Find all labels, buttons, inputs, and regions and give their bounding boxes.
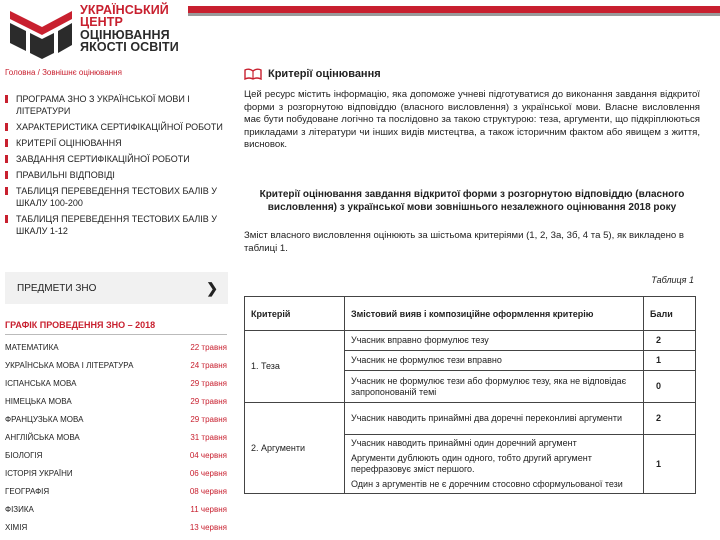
schedule-row[interactable] bbox=[5, 433, 227, 451]
schedule-title: ГРАФІК ПРОВЕДЕННЯ ЗНО – 2018 bbox=[5, 320, 156, 330]
column-header: Критерій bbox=[245, 297, 345, 331]
subjects-button[interactable] bbox=[5, 272, 228, 304]
logo-icon[interactable] bbox=[6, 5, 76, 59]
schedule-subject: ФРАНЦУЗЬКА МОВА bbox=[5, 415, 84, 424]
column-header: Змістовий вияв і композиційне оформлення критерію bbox=[345, 297, 644, 331]
sidebar-item-label: ПРАВИЛЬНІ ВІДПОВІДІ bbox=[16, 170, 115, 180]
schedule-date: 11 червня bbox=[190, 505, 227, 514]
schedule-list bbox=[5, 343, 227, 540]
book-icon bbox=[244, 68, 262, 80]
bullet-icon bbox=[5, 215, 8, 223]
schedule-date: 13 червня bbox=[189, 523, 227, 532]
logo-text[interactable] bbox=[80, 4, 179, 54]
table-row bbox=[245, 403, 696, 435]
schedule-subject: ІСПАНСЬКА МОВА bbox=[5, 379, 77, 388]
schedule-date: 08 червня bbox=[189, 487, 227, 496]
breadcrumb[interactable]: Головна / Зовнішнє оцінювання bbox=[5, 68, 122, 77]
description-line: Один з аргументів не є доречним стосовно сформульованої тези bbox=[351, 479, 623, 489]
sidebar-item-characteristics[interactable] bbox=[5, 121, 227, 133]
schedule-subject: ІСТОРІЯ УКРАЇНИ bbox=[5, 469, 73, 478]
bullet-icon bbox=[5, 95, 8, 103]
header-grey-bar bbox=[188, 13, 720, 16]
schedule-row[interactable] bbox=[5, 487, 227, 505]
logo-line: ЯКОСТІ ОСВІТИ bbox=[80, 40, 179, 55]
bullet-icon bbox=[5, 187, 8, 195]
schedule-row[interactable] bbox=[5, 505, 227, 523]
schedule-date: 29 травня bbox=[190, 415, 227, 424]
schedule-date: 29 травня bbox=[190, 379, 227, 388]
page-title-text: Критерії оцінювання bbox=[268, 68, 381, 80]
sidebar-item-scale-100-200[interactable] bbox=[5, 185, 227, 209]
schedule-subject: НІМЕЦЬКА МОВА bbox=[5, 397, 72, 406]
divider bbox=[5, 334, 227, 335]
table-caption: Таблиця 1 bbox=[651, 275, 694, 285]
sidebar-item-label: ХАРАКТЕРИСТИКА СЕРТИФІКАЦІЙНОЇ РОБОТИ bbox=[16, 122, 223, 132]
score-cell: 1 bbox=[644, 351, 696, 371]
intro-paragraph: Цей ресурс містить інформацію, яка допоможе учневі підготуватися до виконання завдання відкритої форми з розгорнутою відповіддю (власного висловлення) з української мови. Власне висловлення має бути побудоване логічно та послідовно за такою структурою: теза, аргументи, що підкріплюються прикладами з літератури чи інших видів мистецтва, а також історичним фактом або явищем з життя, висновок. bbox=[244, 89, 700, 151]
bullet-icon bbox=[5, 139, 8, 147]
schedule-date: 24 травня bbox=[190, 361, 227, 370]
description-cell: Учасник вправно формулює тезу bbox=[345, 331, 644, 351]
criteria-heading: Критерії оцінювання завдання відкритої форми з розгорнутою відповіддю (власного висловлення) з української мови зовнішнього незалежного оцінювання 2018 року bbox=[259, 188, 685, 213]
description-line: Учасник наводить принаймні один доречний аргумент bbox=[351, 438, 577, 448]
score-cell: 1 bbox=[644, 435, 696, 494]
schedule-date: 06 червня bbox=[189, 469, 227, 478]
schedule-subject: БІОЛОГІЯ bbox=[5, 451, 43, 460]
schedule-subject: ГЕОГРАФІЯ bbox=[5, 487, 50, 496]
sidebar-item-label: ПРОГРАМА ЗНО З УКРАЇНСЬКОЇ МОВИ І ЛІТЕРАТУРИ bbox=[16, 94, 190, 116]
score-cell: 2 bbox=[644, 403, 696, 435]
bullet-icon bbox=[5, 171, 8, 179]
logo-line: ЦЕНТР bbox=[80, 15, 123, 30]
sidebar-item-tasks[interactable] bbox=[5, 153, 227, 165]
description-cell: Учасник не формулює тези або формулює тезу, яка не відповідає запропонованій темі bbox=[345, 371, 644, 403]
schedule-row[interactable] bbox=[5, 415, 227, 433]
schedule-row[interactable] bbox=[5, 469, 227, 487]
schedule-date: 31 травня bbox=[190, 433, 227, 442]
table-header-row bbox=[245, 297, 696, 331]
score-cell: 0 bbox=[644, 371, 696, 403]
description-cell: Учасник не формулює тези вправно bbox=[345, 351, 644, 371]
sidebar-item-label: КРИТЕРІЇ ОЦІНЮВАННЯ bbox=[16, 138, 122, 148]
criterion-cell: 2. Аргументи bbox=[245, 403, 345, 494]
sidebar-item-label: ТАБЛИЦЯ ПЕРЕВЕДЕННЯ ТЕСТОВИХ БАЛІВ У ШКАЛУ 1-12 bbox=[16, 214, 218, 236]
schedule-row[interactable] bbox=[5, 397, 227, 415]
schedule-row[interactable] bbox=[5, 523, 227, 540]
schedule-row[interactable] bbox=[5, 343, 227, 361]
schedule-subject: УКРАЇНСЬКА МОВА І ЛІТЕРАТУРА bbox=[5, 361, 134, 370]
sidebar-item-answers[interactable] bbox=[5, 169, 227, 181]
sidebar-menu bbox=[5, 93, 227, 241]
bullet-icon bbox=[5, 155, 8, 163]
schedule-subject: МАТЕМАТИКА bbox=[5, 343, 59, 352]
main-content bbox=[244, 64, 700, 255]
criteria-table bbox=[244, 296, 696, 494]
criteria-description: Зміст власного висловлення оцінюють за шістьома критеріями (1, 2, 3а, 3б, 4 та 5), як викладено в таблиці 1. bbox=[244, 229, 685, 254]
sidebar-item-program[interactable] bbox=[5, 93, 227, 117]
logo-line: ОЦІНЮВАННЯ bbox=[80, 27, 170, 42]
sidebar-item-label: ЗАВДАННЯ СЕРТИФІКАЦІЙНОЇ РОБОТИ bbox=[16, 154, 190, 164]
score-cell: 2 bbox=[644, 331, 696, 351]
bullet-icon bbox=[5, 123, 8, 131]
schedule-date: 29 травня bbox=[190, 397, 227, 406]
page-title bbox=[244, 64, 700, 84]
sidebar-item-scale-1-12[interactable] bbox=[5, 213, 227, 237]
schedule-row[interactable] bbox=[5, 451, 227, 469]
description-cell bbox=[345, 435, 644, 494]
schedule-date: 22 травня bbox=[190, 343, 227, 352]
table-row bbox=[245, 331, 696, 351]
schedule-row[interactable] bbox=[5, 379, 227, 397]
description-line: Аргументи дублюють один одного, тобто другий аргумент перефразовує зміст першого. bbox=[351, 453, 592, 474]
description-cell: Учасник наводить принаймні два доречні переконливі аргументи bbox=[345, 403, 644, 435]
chevron-right-icon: ❯ bbox=[206, 279, 218, 296]
schedule-row[interactable] bbox=[5, 361, 227, 379]
column-header: Бали bbox=[644, 297, 696, 331]
site-header bbox=[0, 0, 720, 62]
schedule-subject: АНГЛІЙСЬКА МОВА bbox=[5, 433, 80, 442]
schedule-subject: ФІЗИКА bbox=[5, 505, 34, 514]
logo-line: УКРАЇНСЬКИЙ bbox=[80, 3, 169, 17]
sidebar-item-criteria[interactable] bbox=[5, 137, 227, 149]
criterion-cell: 1. Теза bbox=[245, 331, 345, 403]
subjects-label: ПРЕДМЕТИ ЗНО bbox=[17, 282, 97, 294]
sidebar-item-label: ТАБЛИЦЯ ПЕРЕВЕДЕННЯ ТЕСТОВИХ БАЛІВ У ШКАЛУ 100-200 bbox=[16, 186, 218, 208]
schedule-subject: ХІМІЯ bbox=[5, 523, 28, 532]
schedule-date: 04 червня bbox=[189, 451, 227, 460]
header-accent-bar bbox=[188, 6, 720, 13]
